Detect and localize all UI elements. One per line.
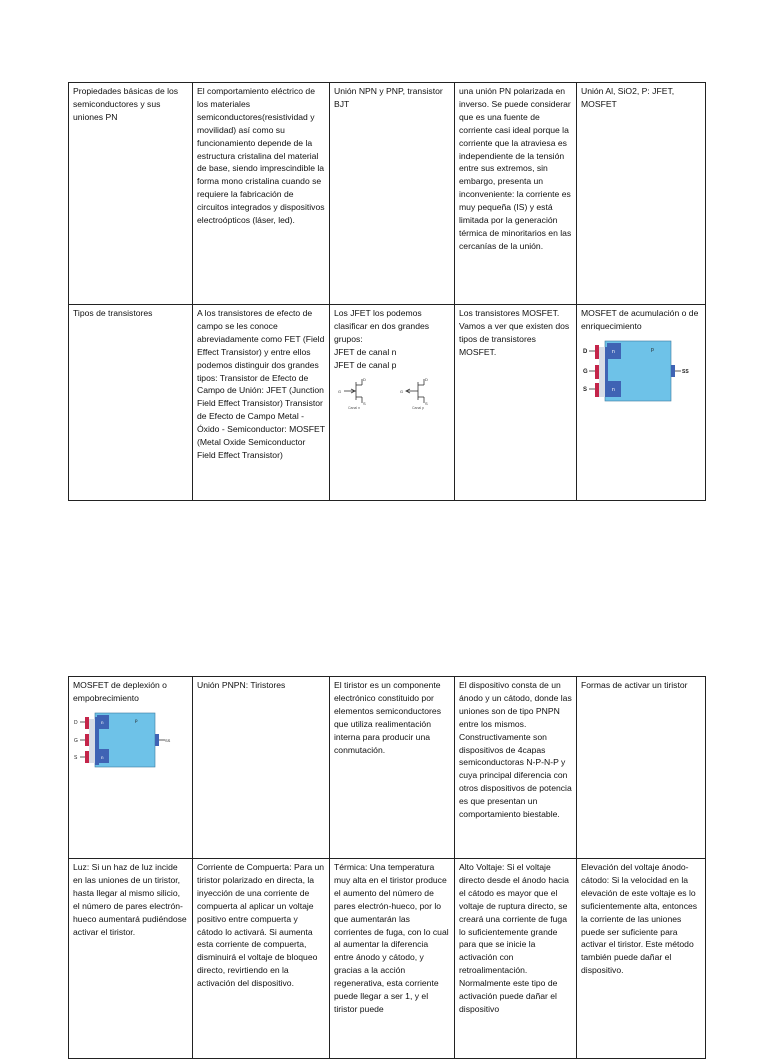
source-label: S	[74, 754, 78, 761]
substrate-label: SS	[682, 368, 689, 375]
source-label-p: S	[425, 400, 428, 406]
cell-text: Unión Al, SiO2, P: JFET, MOSFET	[581, 86, 675, 109]
drain-label: D	[74, 719, 78, 726]
properties-table	[68, 82, 706, 501]
table-cell	[193, 83, 330, 305]
cell-text: Formas de activar un tiristor	[581, 680, 688, 690]
cell-text: Propiedades básicas de los semiconductores y sus uniones PN	[73, 86, 179, 122]
cell-text: Los JFET los podemos clasificar en dos grandes grupos: JFET de canal n JFET de canal p	[334, 308, 430, 370]
table-cell	[455, 859, 577, 1059]
cell-text: Luz: Si un haz de luz incide en las uniones de un tiristor, hasta llegar al mismo silicio, el número de pares electrón-hueco aumentará pudiéndose activar el tiristor.	[73, 862, 187, 937]
drain-label-p: D	[425, 376, 428, 382]
source-label-n: S	[363, 400, 366, 406]
cell-text: MOSFET de deplexión o empobrecimiento	[73, 680, 167, 703]
table-cell	[577, 83, 706, 305]
mosfet-enhancement-figure	[581, 337, 693, 409]
cell-text: Alto Voltaje: Si el voltaje directo desde el ánodo hacia el cátodo es mayor que el voltaje de ruptura directo, se creará una corriente de fuga lo suficientemente grande para que se inicie la activación con retroalimentación. Normalmente este tipo de activación puede dañar el dispositivo	[459, 862, 569, 1014]
table-cell	[330, 305, 455, 501]
table-cell	[69, 83, 193, 305]
cell-text: Unión NPN y PNP, transistor BJT	[334, 86, 443, 109]
table-cell	[69, 859, 193, 1059]
n-region-label: n	[612, 386, 615, 393]
cell-text: Elevación del voltaje ánodo-cátodo: Si la velocidad en la elevación de este voltaje es lo suficientemente alta, entonces la corriente de las uniones puede ser suficiente para activar el tiristor. Este método también puede dañar el dispositivo.	[581, 862, 698, 976]
n-region-label: n	[101, 719, 104, 725]
table-cell	[577, 859, 706, 1059]
n-region-label: n	[612, 348, 615, 355]
cell-text: Unión PNPN: Tiristores	[197, 680, 286, 690]
cell-text: El comportamiento eléctrico de los materiales semiconductores(resistividad y movilidad) así como su funcionamiento depende de la estructura cristalina del material de base, siendo imprescindible la forma mono cristalina cuando se requiere la fabricación de circuitos integrados y dispositivos electroópticos (láser, led).	[197, 86, 325, 226]
table-cell	[193, 305, 330, 501]
jfet-n-symbol	[344, 379, 362, 403]
cell-text: Térmica: Una temperatura muy alta en el tiristor produce el aumento del número de pares electrón-hueco, por lo que aumentarán las corrientes de fuga, con lo cual al aumentar la diferencia entre ánodo y cátodo, y gracias a la acción regenerativa, esta corriente puede llegar a ser 1, y el tiristor puede	[334, 862, 449, 1014]
n-region-label: n	[101, 754, 104, 760]
table-cell	[330, 83, 455, 305]
table-row	[69, 83, 706, 305]
cell-text: Los transistores MOSFET. Vamos a ver que existen dos tipos de transistores MOSFET.	[459, 308, 570, 357]
table-cell	[455, 83, 577, 305]
table-row	[69, 677, 706, 859]
table-cell	[330, 677, 455, 859]
table-cell	[193, 677, 330, 859]
table-cell	[69, 305, 193, 501]
p-substrate-label: p	[135, 717, 138, 723]
jfet-n-caption: Canal n	[348, 405, 361, 410]
drain-label: D	[583, 348, 588, 355]
table-row	[69, 859, 706, 1059]
cell-text: A los transistores de efecto de campo se les conoce abreviadamente como FET (Field Effect Transistor) y entre ellos podemos distinguir dos grandes tipos: Transistor de Efecto de Campo de Unión: JFET (Junction Field Effect Transistor) Transistor de Efecto de Campo Metal - Óxido - Semiconductor: MOSFET (Metal Oxide Semiconductor Field Effect Transistor)	[197, 308, 325, 460]
gate-label-n: G	[338, 388, 342, 394]
table-cell	[193, 859, 330, 1059]
drain-label-n: D	[363, 376, 366, 382]
cell-text: Corriente de Compuerta: Para un tiristor polarizado en directa, la inyección de una corriente de compuerta al aplicar un voltaje positivo entre compuerta y cátodo lo activará. Si aumenta esta corriente de compuerta, disminuirá el voltaje de bloqueo directo, revirtiendo en la activación del dispositivo.	[197, 862, 325, 989]
substrate-label: SS	[165, 737, 171, 743]
table-cell	[455, 305, 577, 501]
table-cell	[69, 677, 193, 859]
gate-label-p: G	[400, 388, 404, 394]
table-cell	[330, 859, 455, 1059]
mosfet-depletion-figure	[73, 709, 173, 775]
jfet-symbols-figure	[334, 376, 450, 410]
source-label: S	[583, 386, 588, 393]
gate-label: G	[74, 737, 78, 744]
gate-label: G	[583, 368, 588, 375]
thyristor-table	[68, 676, 706, 1059]
cell-text: Tipos de transistores	[73, 308, 153, 318]
table-cell	[455, 677, 577, 859]
jfet-p-caption: Canal p	[412, 405, 425, 410]
table-row	[69, 305, 706, 501]
p-substrate-label: p	[651, 346, 654, 353]
cell-text: El tiristor es un componente electrónico constituido por elementos semiconductores que utiliza realimentación interna para producir una conmutación.	[334, 680, 441, 755]
cell-text: El dispositivo consta de un ánodo y un cátodo, donde las uniones son de tipo PNPN entre los mismos. Constructivamente son dispositivos de 4capas semiconductoras N-P-N-P y cuya principal diferencia con otros dispositivos de potencia es que presentan un comportamiento biestable.	[459, 680, 572, 820]
cell-text: una unión PN polarizada en inverso. Se puede considerar que es una fuente de corriente casi ideal porque la corriente que la atraviesa es independiente de la tensión entre sus extremos, sin embargo, presenta un inconveniente: la corriente es muy pequeña (IS) y está limitada por la generación térmica de minoritarios en las cercanías de la unión.	[459, 86, 572, 251]
table-cell	[577, 305, 706, 501]
jfet-p-symbol	[406, 379, 424, 403]
cell-text: MOSFET de acumulación o de enriquecimiento	[581, 308, 699, 331]
table-cell	[577, 677, 706, 859]
